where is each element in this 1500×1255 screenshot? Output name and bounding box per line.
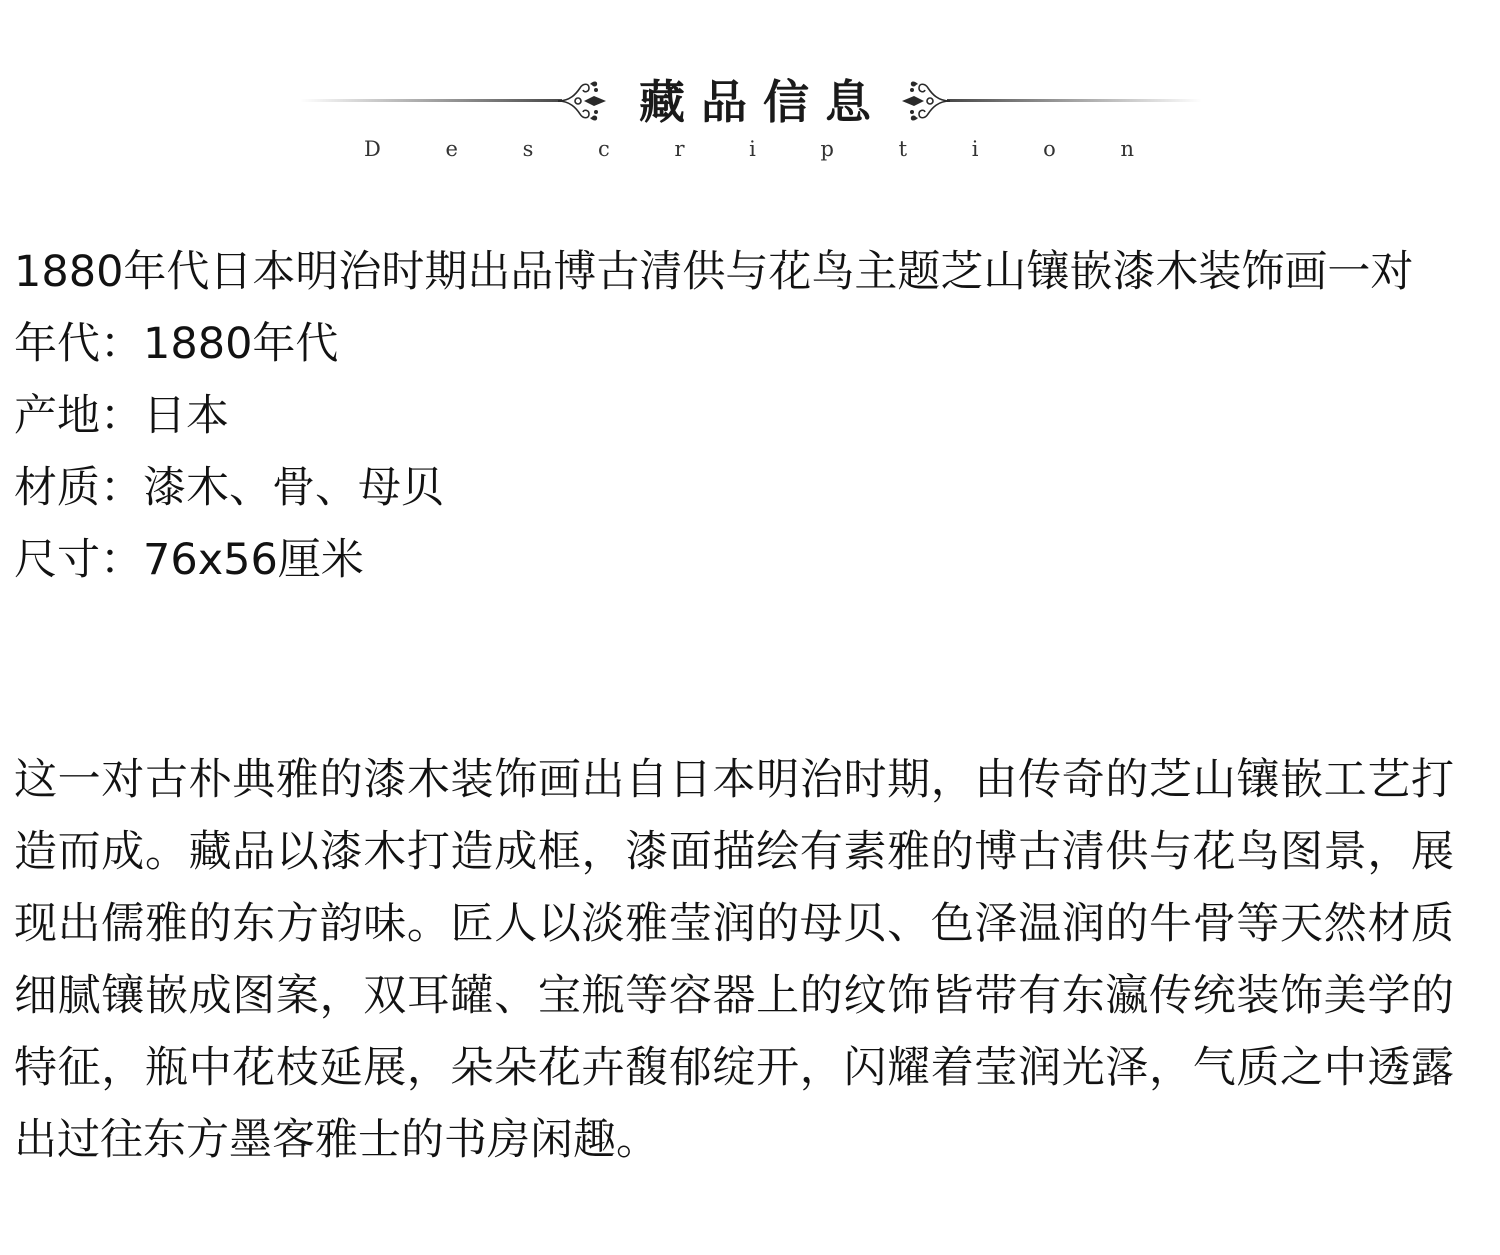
- subtitle-letter: c: [598, 137, 610, 161]
- flourish-ornament-icon: [900, 78, 952, 124]
- info-value: 76x56厘米: [143, 535, 364, 585]
- section-header: [0, 0, 1500, 190]
- info-label: 尺寸 ：: [14, 535, 143, 585]
- subtitle-letter: i: [749, 137, 756, 161]
- info-value: 漆木、骨、母贝: [143, 463, 444, 513]
- header-right-rule: [947, 99, 1202, 102]
- subtitle-letter: o: [1043, 137, 1056, 161]
- subtitle-letter: D: [364, 137, 381, 161]
- subtitle-letter: s: [522, 137, 534, 161]
- info-row-size: [14, 524, 1454, 596]
- item-title: 1880年代日本明治时期出品博古清供与花鸟主题芝山镶嵌漆木装饰画一对: [14, 247, 1414, 297]
- info-label: 年代 ：: [14, 319, 143, 369]
- info-value: 1880年代: [143, 319, 339, 369]
- subtitle-letter: p: [820, 137, 834, 161]
- section-subtitle: [364, 136, 1134, 162]
- subtitle-letter: e: [445, 137, 458, 161]
- info-row-era: [14, 308, 1454, 380]
- item-description: 这一对古朴典雅的漆木装饰画出自日本明治时期，由传奇的芝山镶嵌工艺打造而成。藏品以漆木打造成框，漆面描绘有素雅的博古清供与花鸟图景，展现出儒雅的东方韵味。匠人以淡雅莹润的母贝、色泽温润的牛骨等天然材质细腻镶嵌成图案，双耳罐、宝瓶等容器上的纹饰皆带有东瀛传统装饰美学的特征，瓶中花枝延展，朵朵花卉馥郁绽开，闪耀着莹润光泽，气质之中透露出过往东方墨客雅士的书房闲趣。: [14, 755, 1454, 1165]
- item-info: [14, 236, 1454, 596]
- section-title: 藏品信息: [639, 75, 887, 129]
- info-row-origin: [14, 380, 1454, 452]
- info-label: 材质 ：: [14, 463, 143, 513]
- subtitle-letter: t: [898, 137, 908, 161]
- info-value: 日本: [143, 391, 229, 441]
- info-row-material: [14, 452, 1454, 524]
- subtitle-letter: n: [1120, 137, 1134, 161]
- subtitle-letter: i: [971, 137, 979, 161]
- header-left-rule: [300, 99, 562, 102]
- subtitle-letter: r: [674, 137, 685, 161]
- info-label: 产地 ：: [14, 391, 143, 441]
- flourish-ornament-icon: [556, 78, 608, 124]
